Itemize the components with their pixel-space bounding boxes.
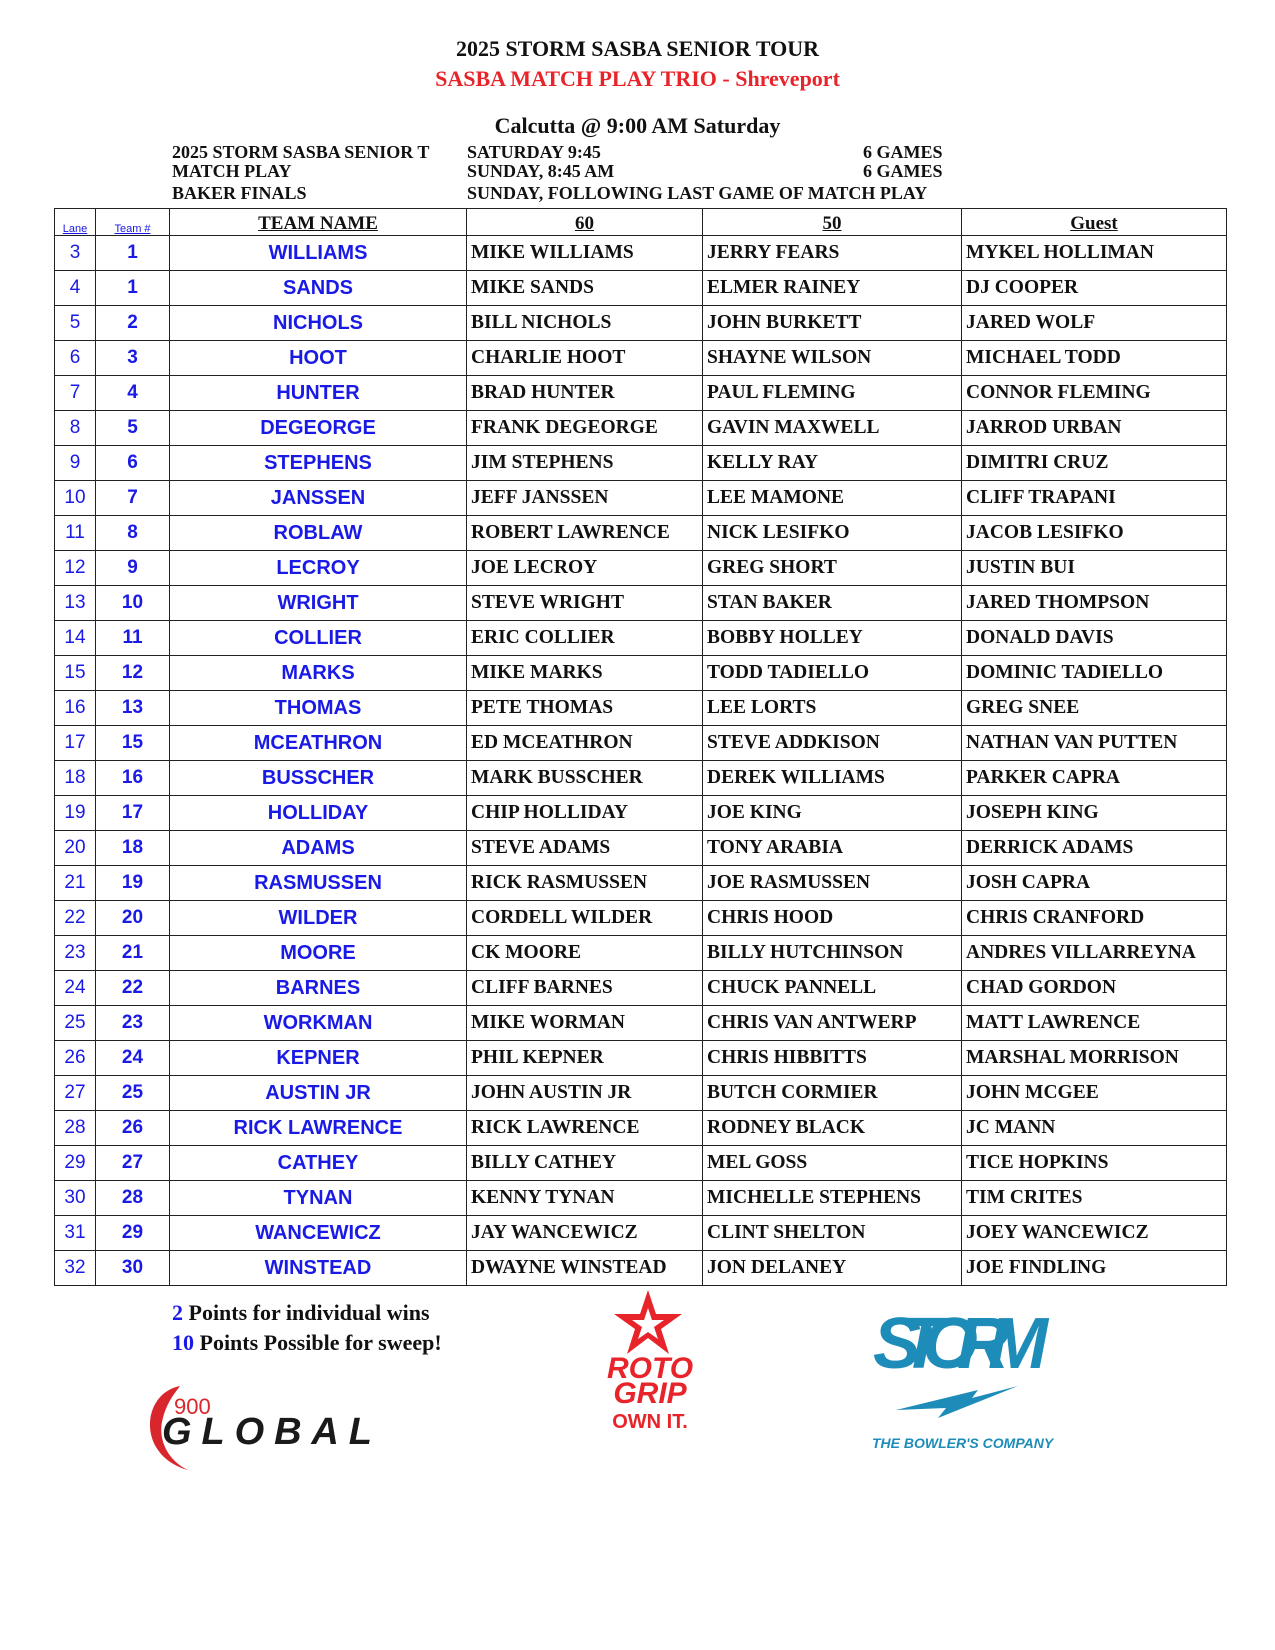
lane-number: 9: [55, 446, 96, 481]
lane-number: 19: [55, 796, 96, 831]
team-number: 25: [96, 1076, 170, 1111]
points-text: Points for individual wins: [183, 1300, 430, 1325]
player-60: JIM STEPHENS: [467, 446, 703, 481]
player-60: MIKE WILLIAMS: [467, 236, 703, 271]
schedule-games: 6 GAMES: [863, 161, 943, 181]
player-guest: JOSEPH KING: [962, 796, 1227, 831]
player-60: BILLY CATHEY: [467, 1146, 703, 1181]
lane-number: 23: [55, 936, 96, 971]
header-team-number: Team #: [96, 209, 170, 236]
player-guest: DOMINIC TADIELLO: [962, 656, 1227, 691]
team-name: HOLLIDAY: [170, 796, 467, 831]
player-guest: JOE FINDLING: [962, 1251, 1227, 1286]
player-50: SHAYNE WILSON: [703, 341, 962, 376]
player-50: CHRIS HOOD: [703, 901, 962, 936]
table-row: [55, 1076, 1227, 1111]
team-name: WILLIAMS: [170, 236, 467, 271]
player-50: CLINT SHELTON: [703, 1216, 962, 1251]
team-number: 17: [96, 796, 170, 831]
table-row: [55, 271, 1227, 306]
team-number: 11: [96, 621, 170, 656]
lane-number: 7: [55, 376, 96, 411]
header-60: 60: [467, 209, 703, 236]
player-60: RICK RASMUSSEN: [467, 866, 703, 901]
player-50: LEE LORTS: [703, 691, 962, 726]
player-guest: JOSH CAPRA: [962, 866, 1227, 901]
table-row: [55, 726, 1227, 761]
schedule-time: SATURDAY 9:45: [467, 142, 601, 162]
table-row: [55, 621, 1227, 656]
lane-number: 25: [55, 1006, 96, 1041]
lane-number: 30: [55, 1181, 96, 1216]
team-name: MOORE: [170, 936, 467, 971]
header-guest: Guest: [962, 209, 1227, 236]
table-row: [55, 481, 1227, 516]
team-name: CATHEY: [170, 1146, 467, 1181]
storm-logo: [868, 1298, 1088, 1458]
team-name: RICK LAWRENCE: [170, 1111, 467, 1146]
global-900-text: 900: [174, 1394, 211, 1419]
lane-number: 13: [55, 586, 96, 621]
header-team-name: TEAM NAME: [170, 209, 467, 236]
calcutta-note: Calcutta @ 9:00 AM Saturday: [494, 113, 781, 138]
lane-number: 20: [55, 831, 96, 866]
table-row: [55, 866, 1227, 901]
player-60: CK MOORE: [467, 936, 703, 971]
team-number: 21: [96, 936, 170, 971]
lane-number: 26: [55, 1041, 96, 1076]
team-name: COLLIER: [170, 621, 467, 656]
roto-grip-line1: ROTO: [606, 1352, 694, 1385]
player-guest: JARED THOMPSON: [962, 586, 1227, 621]
page-title: 2025 STORM SASBA SENIOR TOUR: [455, 36, 820, 61]
points-text: Points Possible for sweep!: [194, 1330, 442, 1355]
team-number: 23: [96, 1006, 170, 1041]
table-row: [55, 551, 1227, 586]
player-guest: PARKER CAPRA: [962, 761, 1227, 796]
player-60: CHARLIE HOOT: [467, 341, 703, 376]
player-guest: ANDRES VILLARREYNA: [962, 936, 1227, 971]
player-50: JOHN BURKETT: [703, 306, 962, 341]
player-60: CHIP HOLLIDAY: [467, 796, 703, 831]
team-number: 18: [96, 831, 170, 866]
player-50: CHRIS HIBBITTS: [703, 1041, 962, 1076]
table-row: [55, 1251, 1227, 1286]
player-60: RICK LAWRENCE: [467, 1111, 703, 1146]
player-60: KENNY TYNAN: [467, 1181, 703, 1216]
player-60: PETE THOMAS: [467, 691, 703, 726]
player-60: MARK BUSSCHER: [467, 761, 703, 796]
player-60: ERIC COLLIER: [467, 621, 703, 656]
player-60: BILL NICHOLS: [467, 306, 703, 341]
team-name: WILDER: [170, 901, 467, 936]
player-guest: CHAD GORDON: [962, 971, 1227, 1006]
player-60: PHIL KEPNER: [467, 1041, 703, 1076]
lane-number: 10: [55, 481, 96, 516]
team-name: STEPHENS: [170, 446, 467, 481]
points-number: 2: [172, 1300, 183, 1325]
event-subtitle: SASBA MATCH PLAY TRIO - Shreveport: [435, 66, 840, 91]
player-guest: MARSHAL MORRISON: [962, 1041, 1227, 1076]
schedule-event: 2025 STORM SASBA SENIOR T: [172, 142, 430, 162]
team-name: THOMAS: [170, 691, 467, 726]
team-number: 7: [96, 481, 170, 516]
global-wordmark: GLOBAL: [162, 1411, 372, 1453]
player-guest: DERRICK ADAMS: [962, 831, 1227, 866]
team-name: NICHOLS: [170, 306, 467, 341]
player-50: MICHELLE STEPHENS: [703, 1181, 962, 1216]
player-60: JAY WANCEWICZ: [467, 1216, 703, 1251]
player-50: JOE RASMUSSEN: [703, 866, 962, 901]
team-name: TYNAN: [170, 1181, 467, 1216]
lane-number: 32: [55, 1251, 96, 1286]
player-50: BOBBY HOLLEY: [703, 621, 962, 656]
player-50: CHRIS VAN ANTWERP: [703, 1006, 962, 1041]
team-name: WINSTEAD: [170, 1251, 467, 1286]
player-60: MIKE SANDS: [467, 271, 703, 306]
team-number: 24: [96, 1041, 170, 1076]
player-60: ROBERT LAWRENCE: [467, 516, 703, 551]
lane-number: 18: [55, 761, 96, 796]
player-guest: JACOB LESIFKO: [962, 516, 1227, 551]
roto-grip-logo: [560, 1288, 740, 1438]
team-number: 1: [96, 236, 170, 271]
player-50: KELLY RAY: [703, 446, 962, 481]
table-row: [55, 1041, 1227, 1076]
team-number: 26: [96, 1111, 170, 1146]
team-number: 15: [96, 726, 170, 761]
table-row: [55, 796, 1227, 831]
schedule-time: SUNDAY, FOLLOWING LAST GAME OF MATCH PLAY: [467, 183, 928, 203]
table-body: [55, 236, 1227, 1286]
team-name: DEGEORGE: [170, 411, 467, 446]
team-number: 5: [96, 411, 170, 446]
player-guest: CLIFF TRAPANI: [962, 481, 1227, 516]
player-guest: DJ COOPER: [962, 271, 1227, 306]
player-60: JOE LECROY: [467, 551, 703, 586]
team-number: 3: [96, 341, 170, 376]
player-50: TONY ARABIA: [703, 831, 962, 866]
player-50: NICK LESIFKO: [703, 516, 962, 551]
player-50: JON DELANEY: [703, 1251, 962, 1286]
player-50: RODNEY BLACK: [703, 1111, 962, 1146]
lane-number: 6: [55, 341, 96, 376]
team-number: 13: [96, 691, 170, 726]
team-name: KEPNER: [170, 1041, 467, 1076]
lane-number: 11: [55, 516, 96, 551]
lane-number: 12: [55, 551, 96, 586]
table-row: [55, 936, 1227, 971]
player-50: BUTCH CORMIER: [703, 1076, 962, 1111]
header-50: 50: [703, 209, 962, 236]
team-name: WRIGHT: [170, 586, 467, 621]
player-50: TODD TADIELLO: [703, 656, 962, 691]
team-number: 2: [96, 306, 170, 341]
player-50: STAN BAKER: [703, 586, 962, 621]
team-name: LECROY: [170, 551, 467, 586]
team-number: 9: [96, 551, 170, 586]
lane-number: 31: [55, 1216, 96, 1251]
player-60: ED MCEATHRON: [467, 726, 703, 761]
player-60: STEVE ADAMS: [467, 831, 703, 866]
lane-number: 22: [55, 901, 96, 936]
team-number: 22: [96, 971, 170, 1006]
player-60: JEFF JANSSEN: [467, 481, 703, 516]
player-60: STEVE WRIGHT: [467, 586, 703, 621]
table-row: [55, 691, 1227, 726]
team-number: 12: [96, 656, 170, 691]
lane-number: 14: [55, 621, 96, 656]
team-number: 10: [96, 586, 170, 621]
player-50: ELMER RAINEY: [703, 271, 962, 306]
table-row: [55, 901, 1227, 936]
player-guest: MYKEL HOLLIMAN: [962, 236, 1227, 271]
team-number: 6: [96, 446, 170, 481]
table-row: [55, 376, 1227, 411]
team-name: MARKS: [170, 656, 467, 691]
player-guest: JC MANN: [962, 1111, 1227, 1146]
table-row: [55, 831, 1227, 866]
points-line: [172, 1330, 442, 1356]
player-50: LEE MAMONE: [703, 481, 962, 516]
player-60: DWAYNE WINSTEAD: [467, 1251, 703, 1286]
table-row: [55, 446, 1227, 481]
lane-number: 4: [55, 271, 96, 306]
team-number: 1: [96, 271, 170, 306]
team-number: 30: [96, 1251, 170, 1286]
team-name: HUNTER: [170, 376, 467, 411]
player-guest: JARROD URBAN: [962, 411, 1227, 446]
player-50: BILLY HUTCHINSON: [703, 936, 962, 971]
table-row: [55, 236, 1227, 271]
table-row: [55, 1216, 1227, 1251]
schedule-event: MATCH PLAY: [172, 161, 292, 181]
lane-number: 27: [55, 1076, 96, 1111]
table-row: [55, 586, 1227, 621]
team-table: [54, 208, 1227, 1286]
table-row: [55, 1181, 1227, 1216]
player-guest: CHRIS CRANFORD: [962, 901, 1227, 936]
table-row: [55, 1006, 1227, 1041]
team-number: 8: [96, 516, 170, 551]
table-row: [55, 306, 1227, 341]
player-guest: MICHAEL TODD: [962, 341, 1227, 376]
team-name: BARNES: [170, 971, 467, 1006]
player-50: PAUL FLEMING: [703, 376, 962, 411]
team-name: ADAMS: [170, 831, 467, 866]
table-row: [55, 1146, 1227, 1181]
player-50: DEREK WILLIAMS: [703, 761, 962, 796]
points-line: [172, 1300, 430, 1326]
table-row: [55, 341, 1227, 376]
schedule-time: SUNDAY, 8:45 AM: [467, 161, 615, 181]
player-guest: JOHN MCGEE: [962, 1076, 1227, 1111]
global-900-logo: [140, 1378, 400, 1478]
table-row: [55, 1111, 1227, 1146]
team-name: ROBLAW: [170, 516, 467, 551]
player-50: MEL GOSS: [703, 1146, 962, 1181]
lane-number: 8: [55, 411, 96, 446]
player-guest: TIM CRITES: [962, 1181, 1227, 1216]
team-name: WANCEWICZ: [170, 1216, 467, 1251]
player-guest: JARED WOLF: [962, 306, 1227, 341]
team-number: 19: [96, 866, 170, 901]
player-50: JOE KING: [703, 796, 962, 831]
player-60: MIKE MARKS: [467, 656, 703, 691]
table-header-row: [55, 209, 1227, 236]
player-guest: JOEY WANCEWICZ: [962, 1216, 1227, 1251]
player-guest: NATHAN VAN PUTTEN: [962, 726, 1227, 761]
lane-number: 3: [55, 236, 96, 271]
lane-number: 21: [55, 866, 96, 901]
player-guest: CONNOR FLEMING: [962, 376, 1227, 411]
storm-tagline: THE BOWLER'S COMPANY: [872, 1435, 1054, 1451]
team-name: MCEATHRON: [170, 726, 467, 761]
schedule-games: 6 GAMES: [863, 142, 943, 162]
player-60: BRAD HUNTER: [467, 376, 703, 411]
player-60: CLIFF BARNES: [467, 971, 703, 1006]
lane-number: 15: [55, 656, 96, 691]
points-number: 10: [172, 1330, 194, 1355]
team-name: BUSSCHER: [170, 761, 467, 796]
team-number: 20: [96, 901, 170, 936]
player-guest: MATT LAWRENCE: [962, 1006, 1227, 1041]
lane-number: 29: [55, 1146, 96, 1181]
team-name: JANSSEN: [170, 481, 467, 516]
team-number: 27: [96, 1146, 170, 1181]
player-60: CORDELL WILDER: [467, 901, 703, 936]
table-row: [55, 656, 1227, 691]
schedule-event: BAKER FINALS: [172, 183, 307, 203]
header-lane: Lane: [55, 209, 96, 236]
roto-grip-tagline: OWN IT.: [612, 1411, 688, 1433]
lane-number: 28: [55, 1111, 96, 1146]
team-name: AUSTIN JR: [170, 1076, 467, 1111]
lane-number: 16: [55, 691, 96, 726]
player-guest: JUSTIN BUI: [962, 551, 1227, 586]
team-name: WORKMAN: [170, 1006, 467, 1041]
storm-wordmark: STORM: [873, 1304, 1048, 1384]
lane-number: 17: [55, 726, 96, 761]
player-50: CHUCK PANNELL: [703, 971, 962, 1006]
player-50: STEVE ADDKISON: [703, 726, 962, 761]
team-number: 29: [96, 1216, 170, 1251]
lane-number: 5: [55, 306, 96, 341]
team-name: HOOT: [170, 341, 467, 376]
player-60: FRANK DEGEORGE: [467, 411, 703, 446]
table-row: [55, 761, 1227, 796]
team-number: 28: [96, 1181, 170, 1216]
table-row: [55, 971, 1227, 1006]
lightning-bolt-icon: [896, 1386, 1018, 1418]
player-guest: TICE HOPKINS: [962, 1146, 1227, 1181]
player-guest: DONALD DAVIS: [962, 621, 1227, 656]
team-name: SANDS: [170, 271, 467, 306]
player-60: JOHN AUSTIN JR: [467, 1076, 703, 1111]
team-number: 16: [96, 761, 170, 796]
player-guest: DIMITRI CRUZ: [962, 446, 1227, 481]
team-name: RASMUSSEN: [170, 866, 467, 901]
roto-grip-line2: GRIP: [613, 1377, 687, 1410]
player-50: GAVIN MAXWELL: [703, 411, 962, 446]
player-50: JERRY FEARS: [703, 236, 962, 271]
team-number: 4: [96, 376, 170, 411]
player-guest: GREG SNEE: [962, 691, 1227, 726]
table-row: [55, 411, 1227, 446]
player-50: GREG SHORT: [703, 551, 962, 586]
player-60: MIKE WORMAN: [467, 1006, 703, 1041]
lane-number: 24: [55, 971, 96, 1006]
table-row: [55, 516, 1227, 551]
